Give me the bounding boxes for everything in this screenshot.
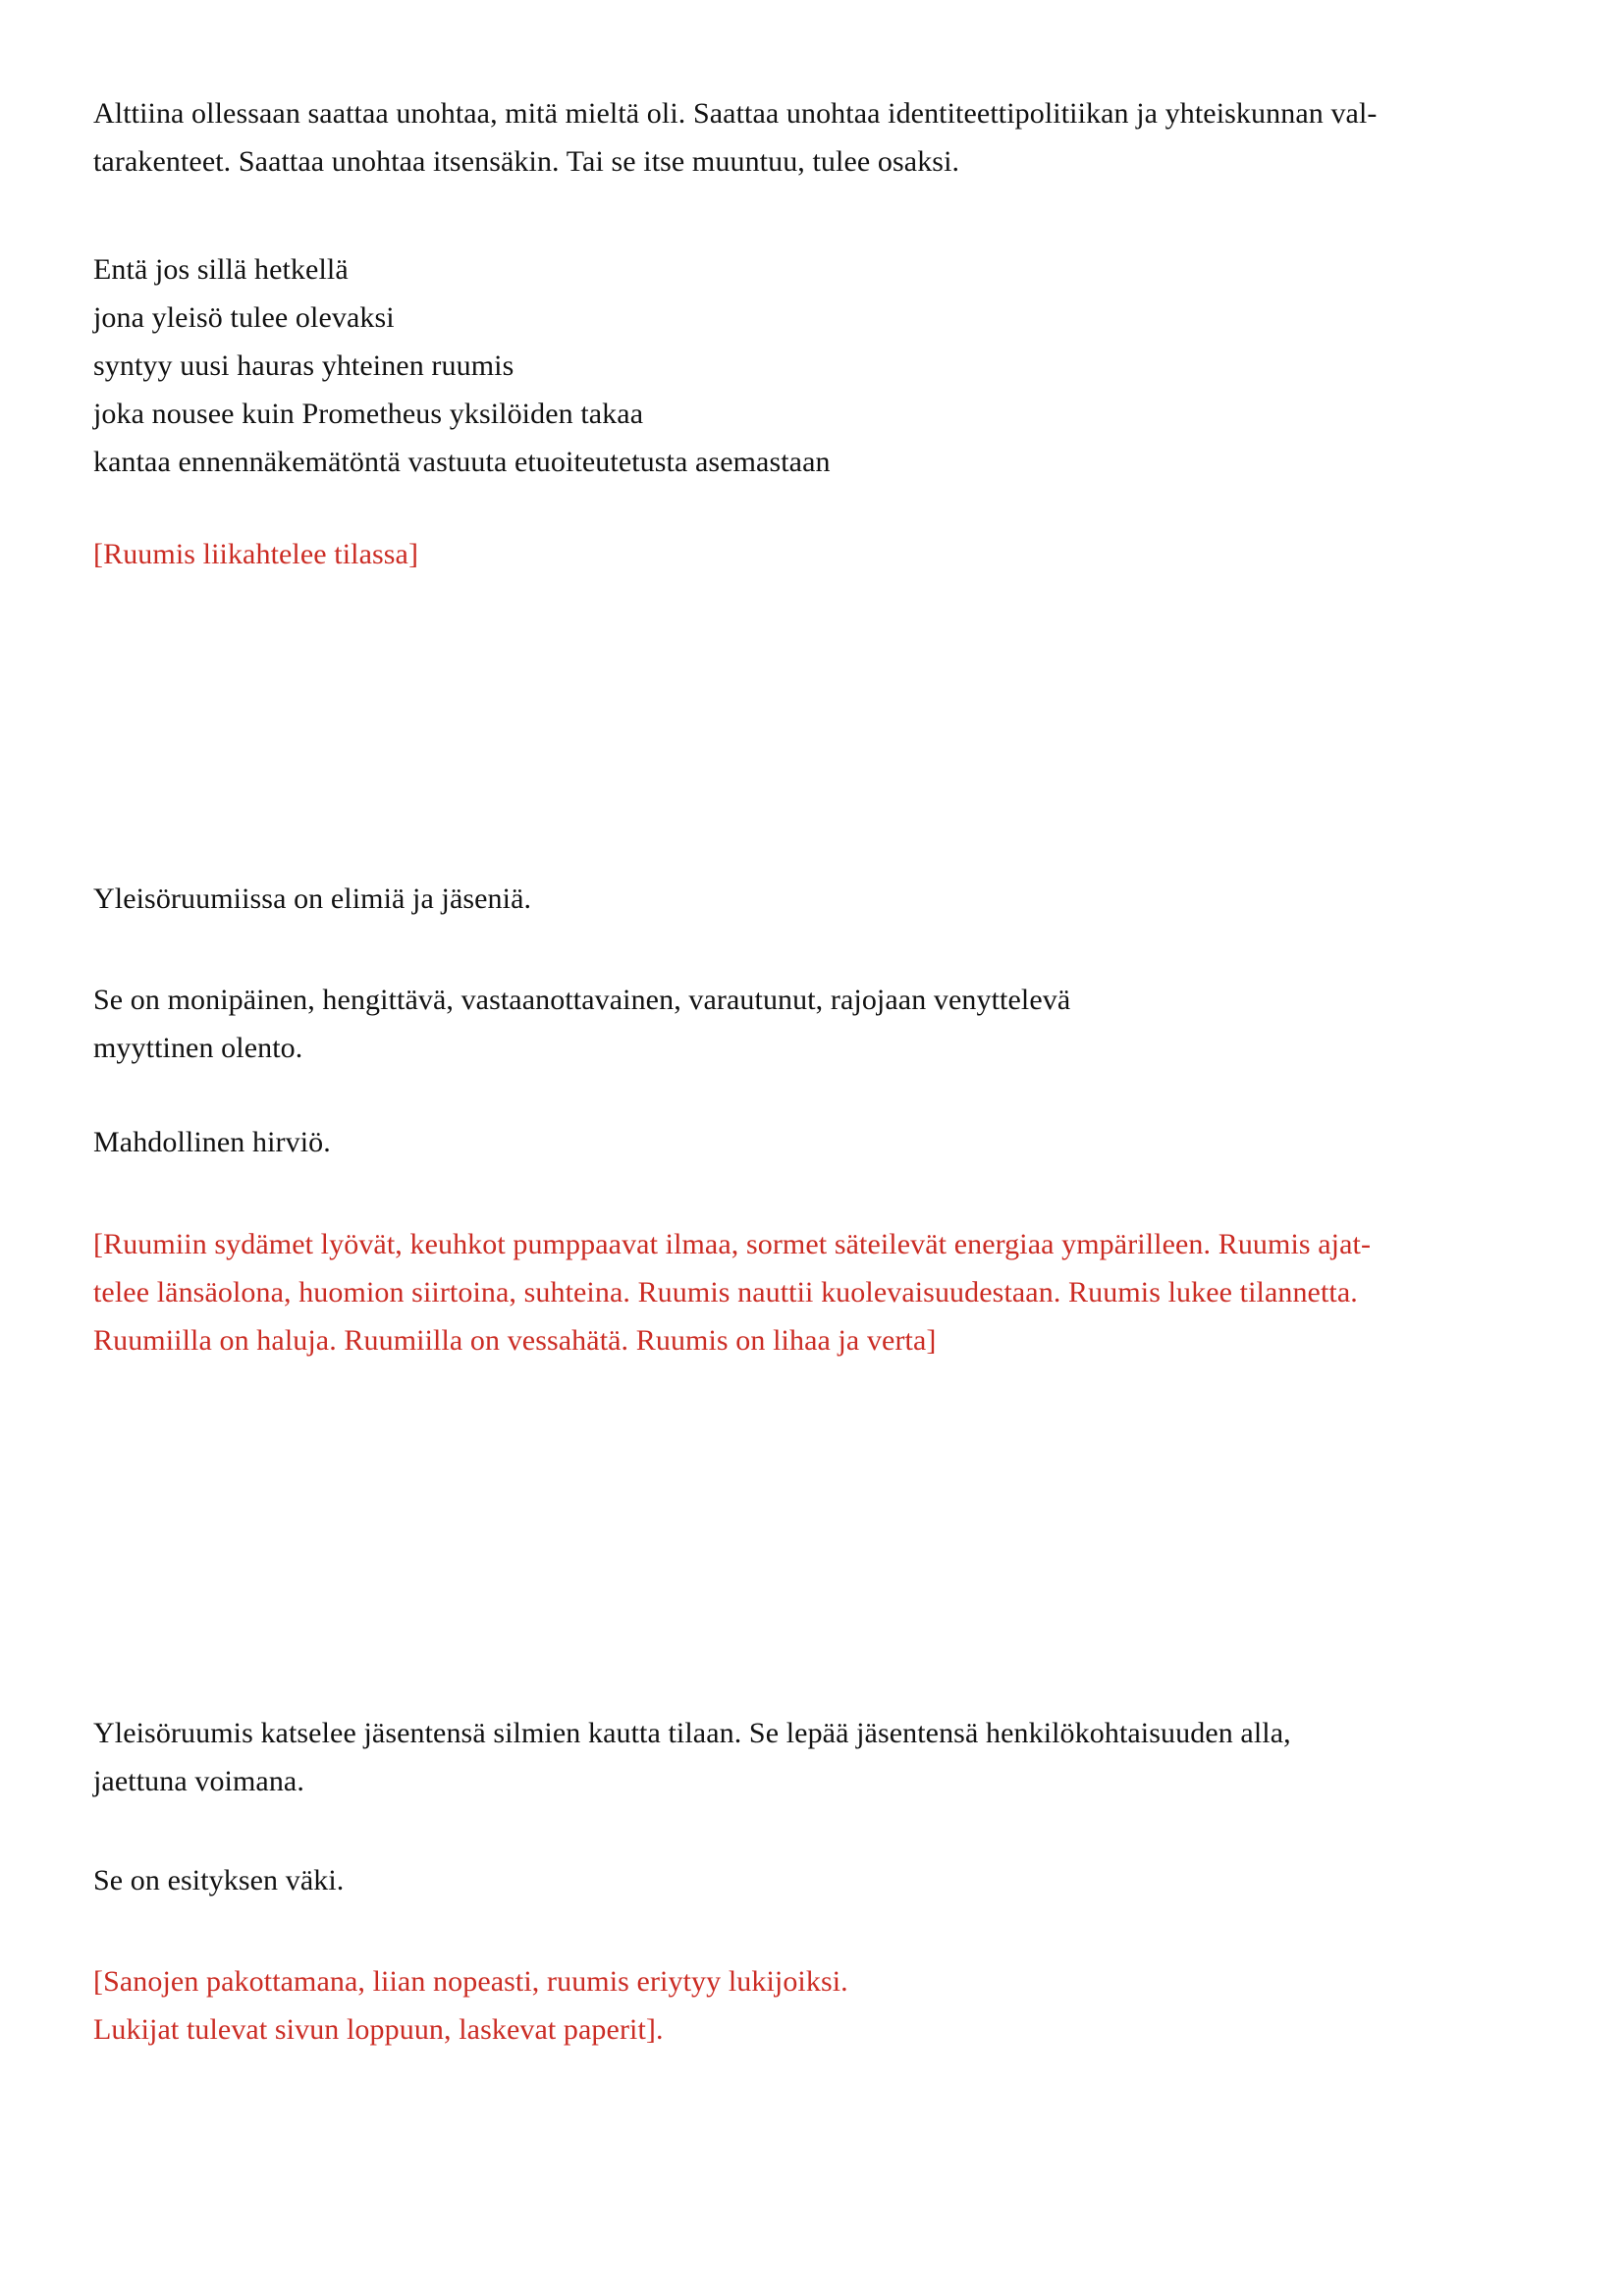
paragraph-audience-body-watches (93, 1709, 1542, 1805)
poem-line: syntyy uusi hauras yhteinen ruumis (93, 349, 514, 382)
text-line: myyttinen olento. (93, 1032, 303, 1064)
paragraph-organs-members (93, 875, 1542, 923)
stage-direction-line: [Sanojen pakottamana, liian nopeasti, ruumis eriytyy lukijoiksi. (93, 1965, 848, 1998)
poem-line: jona yleisö tulee olevaksi (93, 301, 395, 334)
stage-direction-line: telee länsäolona, huomion siirtoina, suhteina. Ruumis nauttii kuolevaisuudestaan. Ruumis lukee tilannetta. (93, 1276, 1358, 1308)
stage-direction-line: Lukijat tulevat sivun loppuun, laskevat paperit]. (93, 2013, 664, 2046)
poem-line: joka nousee kuin Prometheus yksilöiden takaa (93, 398, 644, 430)
text-line: Se on esityksen väki. (93, 1864, 345, 1896)
stage-direction-line: [Ruumiin sydämet lyövät, keuhkot pumppaavat ilmaa, sormet säteilevät energiaa ympärilleen. Ruumis ajat- (93, 1228, 1372, 1260)
stage-direction-hearts-beat (93, 1220, 1542, 1364)
poem-stanza (93, 245, 1542, 486)
paragraph-performance-folk (93, 1856, 1542, 1904)
stage-direction-readers (93, 1957, 1542, 2054)
poem-line: Entä jos sillä hetkellä (93, 253, 349, 286)
text-line: Mahdollinen hirviö. (93, 1126, 331, 1158)
text-line: Se on monipäinen, hengittävä, vastaanottavainen, varautunut, rajojaan venyttelevä (93, 984, 1071, 1016)
stage-direction-line: [Ruumis liikahtelee tilassa] (93, 538, 419, 570)
poem-line: kantaa ennennäkemätöntä vastuuta etuoiteutetusta asemastaan (93, 446, 831, 478)
stage-direction-line: Ruumiilla on haluja. Ruumiilla on vessahätä. Ruumis on lihaa ja verta] (93, 1324, 937, 1357)
paragraph-mythical-being (93, 976, 1542, 1072)
text-line: Yleisöruumiissa on elimiä ja jäseniä. (93, 882, 532, 915)
text-line: Alttiina ollessaan saattaa unohtaa, mitä mieltä oli. Saattaa unohtaa identiteettipolitiikan ja yhteiskunnan val- (93, 97, 1378, 130)
text-line: Yleisöruumis katselee jäsentensä silmien kautta tilaan. Se lepää jäsentensä henkilökohtaisuuden alla, (93, 1717, 1291, 1749)
text-line: jaettuna voimana. (93, 1765, 304, 1797)
text-line: tarakenteet. Saattaa unohtaa itsensäkin. Tai se itse muuntuu, tulee osaksi. (93, 145, 960, 178)
paragraph-forgetting (93, 89, 1542, 186)
paragraph-possible-monster (93, 1118, 1542, 1166)
stage-direction-body-moves (93, 530, 1542, 578)
